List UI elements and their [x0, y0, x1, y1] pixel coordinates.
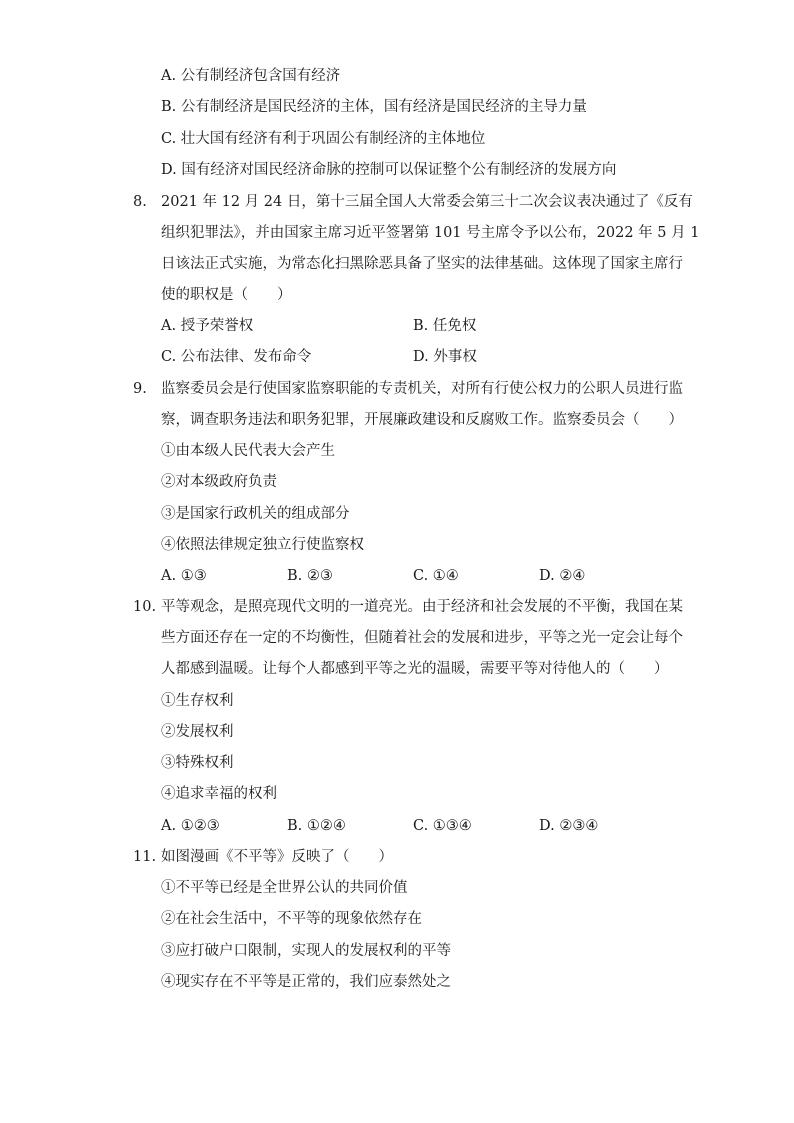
q9-option-d: D. ②④ — [539, 568, 586, 584]
q9-item-2: ②对本级政府负责 — [161, 474, 277, 490]
q11-item-4: ④现实存在不平等是正常的，我们应泰然处之 — [161, 974, 451, 990]
q11-item-2: ②在社会生活中，不平等的现象依然存在 — [161, 911, 422, 927]
q8-option-d: D. 外事权 — [413, 349, 477, 365]
q10-item-1: ①生存权利 — [161, 693, 234, 709]
q9-option-a: A. ①③ — [161, 568, 207, 584]
q10-option-c: C. ①③④ — [413, 818, 472, 834]
q9-option-c: C. ①④ — [413, 568, 459, 584]
q10-number: 10. — [133, 599, 157, 615]
q10-stem-line-2: 些方面还存在一定的不均衡性，但随着社会的发展和进步，平等之光一定会让每个 — [161, 630, 683, 646]
q10-item-3: ③特殊权利 — [161, 755, 234, 771]
q10-item-4: ④追求幸福的权利 — [161, 786, 277, 802]
q7-option-a: A. 公有制经济包含国有经济 — [161, 68, 341, 84]
q10-option-b: B. ①②④ — [287, 818, 346, 834]
q8-stem-line-1: 2021 年 12 月 24 日，第十三届全国人大常委会第三十二次会议表决通过了《反有 — [161, 194, 693, 210]
q8-number: 8. — [133, 194, 147, 210]
q9-option-b: B. ②③ — [287, 568, 333, 584]
q10-stem-line-1: 平等观念，是照亮现代文明的一道亮光。由于经济和社会发展的不平衡，我国在某 — [161, 599, 683, 615]
q8-option-c: C. 公布法律、发布命令 — [161, 349, 312, 365]
q8-stem-line-4: 使的职权是（ ） — [161, 287, 292, 303]
q8-stem-line-2: 组织犯罪法》，并由国家主席习近平签署第 101 号主席令予以公布，2022 年 5 月 1 — [161, 225, 700, 241]
q8-option-a: A. 授予荣誉权 — [161, 318, 254, 334]
q11-item-1: ①不平等已经是全世界公认的共同价值 — [161, 880, 408, 896]
q11-number: 11. — [133, 849, 157, 865]
q9-stem-line-1: 监察委员会是行使国家监察职能的专责机关，对所有行使公权力的公职人员进行监 — [161, 381, 683, 397]
q9-item-4: ④依照法律规定独立行使监察权 — [161, 537, 364, 553]
q10-stem-line-3: 人都感到温暖。让每个人都感到平等之光的温暖，需要平等对待他人的（ ） — [161, 661, 669, 677]
q10-option-d: D. ②③④ — [539, 818, 599, 834]
q7-option-b: B. 公有制经济是国民经济的主体，国有经济是国民经济的主导力量 — [161, 99, 587, 115]
q7-option-d: D. 国有经济对国民经济命脉的控制可以保证整个公有制经济的发展方向 — [161, 162, 617, 178]
q7-option-c: C. 壮大国有经济有利于巩固公有制经济的主体地位 — [161, 131, 486, 147]
q9-number: 9. — [133, 381, 147, 397]
q9-stem-line-2: 察，调查职务违法和职务犯罪，开展廉政建设和反腐败工作。监察委员会（ ） — [161, 412, 683, 428]
q10-option-a: A. ①②③ — [161, 818, 220, 834]
q8-stem-line-3: 日该法正式实施，为常态化扫黑除恶具备了坚实的法律基础。这体现了国家主席行 — [161, 256, 683, 272]
q9-item-1: ①由本级人民代表大会产生 — [161, 443, 335, 459]
q10-item-2: ②发展权利 — [161, 724, 234, 740]
q8-option-b: B. 任免权 — [413, 318, 477, 334]
q11-item-3: ③应打破户口限制，实现人的发展权利的平等 — [161, 943, 451, 959]
q11-stem-line-1: 如图漫画《不平等》反映了（ ） — [161, 849, 393, 865]
q9-item-3: ③是国家行政机关的组成部分 — [161, 506, 350, 522]
